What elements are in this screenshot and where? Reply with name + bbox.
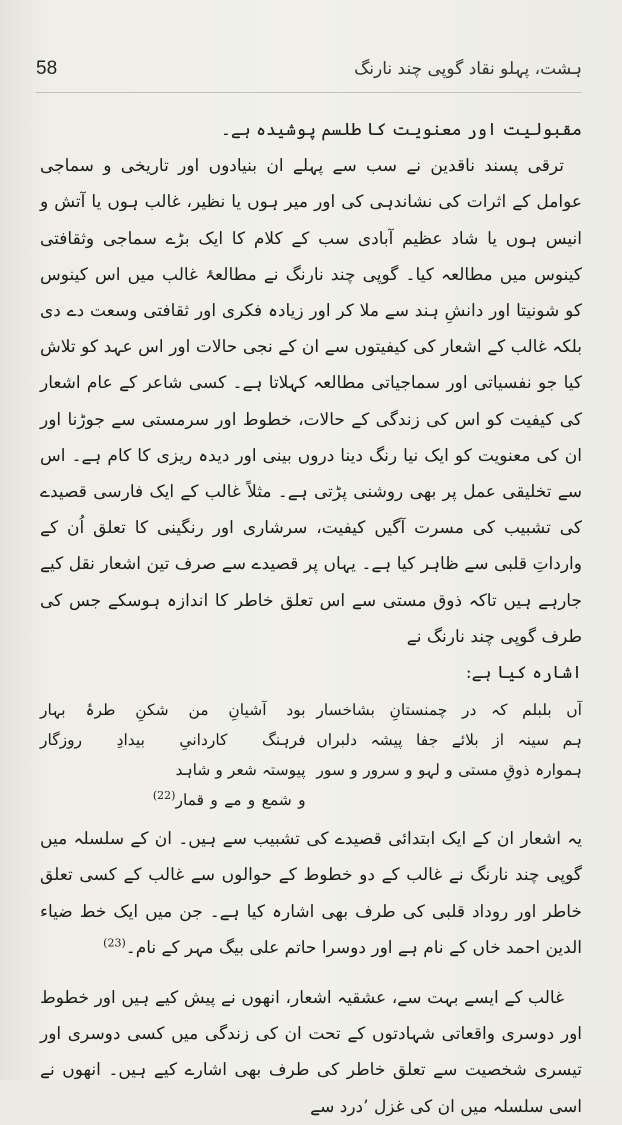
verse-hemistich-left: پیوستہ شعر و شاہد و شمع و مے و قمار(22) [40, 755, 306, 815]
footnote-marker-23: (23) [103, 936, 126, 950]
verse-hemistich-left: بود آشیانِ من شکنِ طرۂ بہار [40, 701, 306, 720]
verse-couplet [40, 695, 582, 725]
page-body [40, 112, 582, 1125]
paragraph-3-text: یہ اشعار ان کے ایک ابتدائی قصیدے کی تشبیب سے ہیں۔ ان کے سلسلہ میں گوپی چند نارنگ نے غالب کے دو خطوط کے حوالوں سے غالب کے کسی تعلق خاطر اور روداد قلبی کی طرف بھی اشارہ کیا ہے۔ جن میں ایک خط ضیاء الدین احمد خاں کے نام ہے اور دوسرا حاتم علی بیگ مہر کے نام۔ [40, 829, 582, 958]
verse-hemistich-right: ہم سینہ از بلائے جفا پیشہ دلبراں [316, 731, 582, 750]
verse-hemistich-right: آں بلبلم کہ در چمنستانِ بشاخسار [316, 701, 582, 720]
paragraph-gap [40, 966, 582, 980]
page-header [36, 58, 582, 92]
verse-hemistich-left: فرہنگ کاردانیِ بیدادِ روزگار [40, 731, 306, 750]
header-rule [36, 92, 582, 93]
running-title: ہشت، پہلو نقاد گوپی چند نارنگ [354, 59, 582, 79]
verse-text: پیوستہ شعر و شاہد و شمع و مے و قمار [175, 761, 306, 810]
page-number: 58 [36, 58, 58, 79]
paragraph-4: غالب کے ایسے بہت سے، عشقیہ اشعار، انھوں نے پیش کیے ہیں اور خطوط اور دوسری واقعاتی شہادتوں کے تحت ان کی زندگی میں کسی دوسری اور تیسری شخصیت سے تعلق خاطر کی طرف بھی اشارے کیے ہیں۔ انھوں نے اسی سلسلہ میں ان کی غزل ’درد سے [40, 988, 582, 1117]
verse-couplet [40, 725, 582, 755]
verse-hemistich-right: ہموارہ ذوقِ مستی و لہو و سرور و سور [316, 761, 582, 780]
verse-couplet [40, 755, 582, 815]
verse-intro: اشارہ کیا ہے: [465, 663, 582, 684]
paragraph-1: مقبولیت اور معنویت کا طلسم پوشیدہ ہے۔ [220, 120, 582, 140]
paragraph-2: ترقی پسند ناقدین نے سب سے پہلے ان بنیادوں اور تاریخی و سماجی عوامل کے اثرات کی نشاندہی کی اور میر ہوں یا نظیر، غالب ہوں یا آتش و انیس ہوں یا شاد عظیم آبادی سب کے کلام کا ایک بڑے سماجی وثقافتی کینوس میں مطالعہ کیا۔ گوپی چند نارنگ نے مطالعۂ غالب میں اس کینوس کو شونیتا اور دانشِ ہند سے ملا کر اور زیادہ فکری اور ثقافتی وسعت دے دی بلکہ غالب کے اشعار کی کیفیتوں سے ان کے نجی حالات اور اس عہد کو تلاش کیا جو نفسیاتی اور سماجیاتی مطالعہ کہلاتا ہے۔ کسی شاعر کے عام اشعار کی کیفیت کو اس کی زندگی کے حالات، خطوط اور سرمستی سے جوڑنا اور ان کی معنویت کو ایک نیا رنگ دینا دروں بینی اور دیدہ ریزی کا کام ہے۔ اس سے تخلیقی عمل پر بھی روشنی پڑتی ہے۔ مثلاً غالب کے ایک فارسی قصیدے کی تشبیب کی مسرت آگیں کیفیت، سرشاری اور رنگینی کا تعلق اُن کے وارداتِ قلبی سے ظاہر کیا ہے۔ یہاں پر قصیدے سے صرف تین اشعار نقل کیے جارہے ہیں تاکہ ذوق مستی سے اس تعلق خاطر کا اندازہ ہوسکے جس کی طرف گوپی چند نارنگ نے [40, 156, 582, 647]
persian-verses [40, 695, 582, 815]
paragraph-3 [40, 821, 582, 966]
